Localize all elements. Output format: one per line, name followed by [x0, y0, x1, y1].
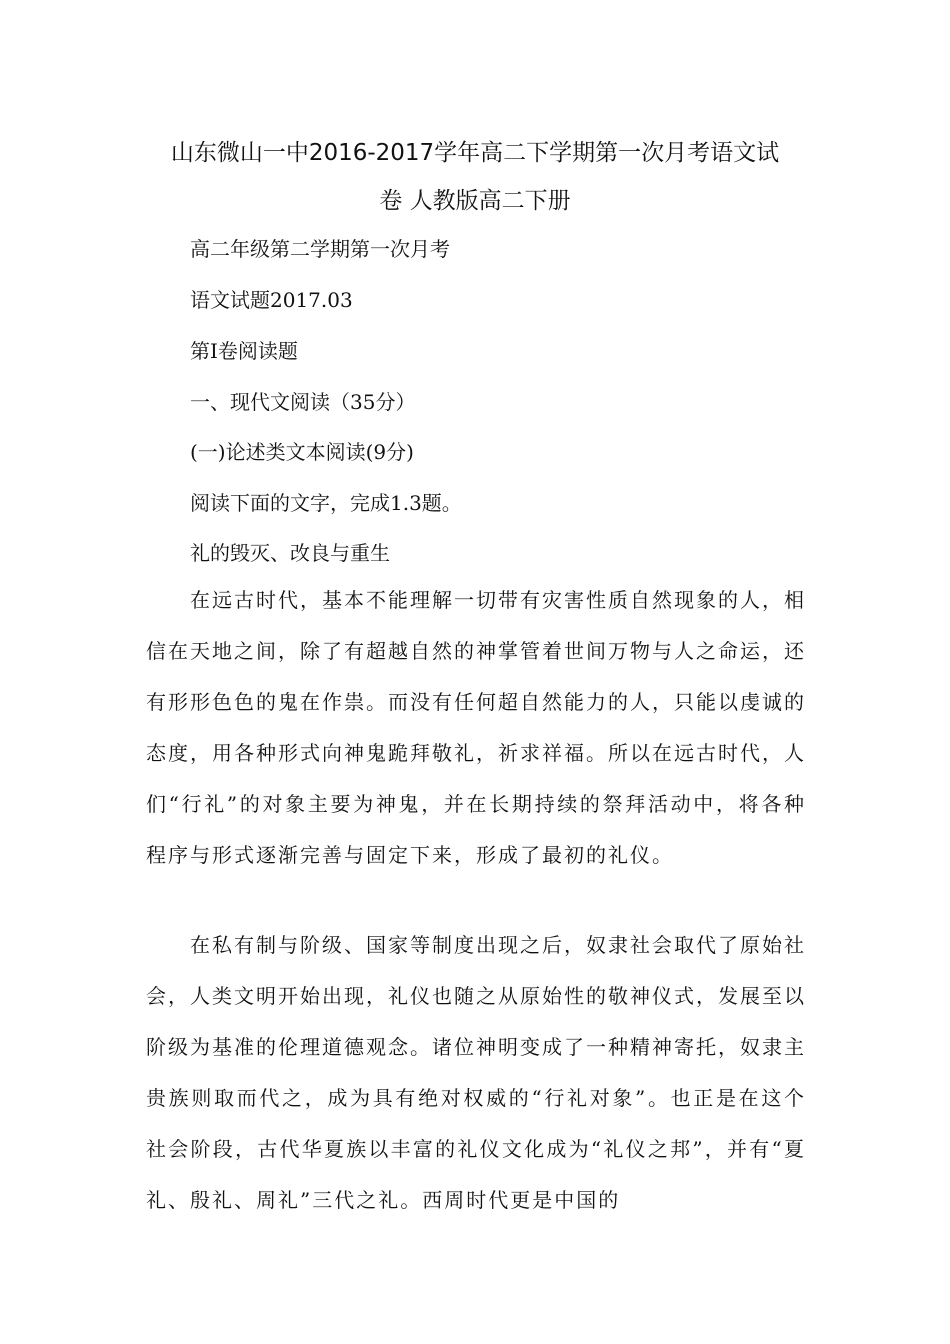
document-title-line-2: 卷 人教版高二下册: [379, 188, 571, 214]
section-heading: 一、现代文阅读（35分）: [190, 390, 416, 414]
grade-exam-line: 高二年级第二学期第一次月考: [190, 237, 450, 261]
article-title: 礼的毁灭、改良与重生: [190, 541, 390, 565]
volume-heading: 第Ⅰ卷阅读题: [190, 339, 298, 363]
article-paragraph-1: 在远古时代，基本不能理解一切带有灾害性质自然现象的人，相信在天地之间，除了有超越自然的神掌管着世间万物与人之命运，还有形形色色的鬼在作祟。而没有任何超自然能力的人，只能以虔诚的态度，用各种形式向神鬼跪拜敬礼，祈求祥福。所以在远古时代，人们“行礼”的对象主要为神鬼，并在长期持续的祭拜活动中，将各种程序与形式逐渐完善与固定下来，形成了最初的礼仪。: [146, 588, 806, 867]
subsection-heading: (一)论述类文本阅读(9分): [190, 440, 414, 464]
document-title-line-1: 山东微山一中2016-2017学年高二下学期第一次月考语文试: [170, 140, 780, 166]
instruction-line: 阅读下面的文字，完成1.3题。: [190, 491, 462, 515]
article-paragraph-2: 在私有制与阶级、国家等制度出现之后，奴隶社会取代了原始社会，人类文明开始出现，礼仪也随之从原始性的敬神仪式，发展至以阶级为基准的伦理道德观念。诸位神明变成了一种精神寄托，奴隶主贵族则取而代之，成为具有绝对权威的“行礼对象”。也正是在这个社会阶段，古代华夏族以丰富的礼仪文化成为“礼仪之邦”，并有“夏礼、殷礼、周礼”三代之礼。西周时代更是中国的: [146, 933, 806, 1212]
subject-date-line: 语文试题2017.03: [190, 288, 353, 312]
